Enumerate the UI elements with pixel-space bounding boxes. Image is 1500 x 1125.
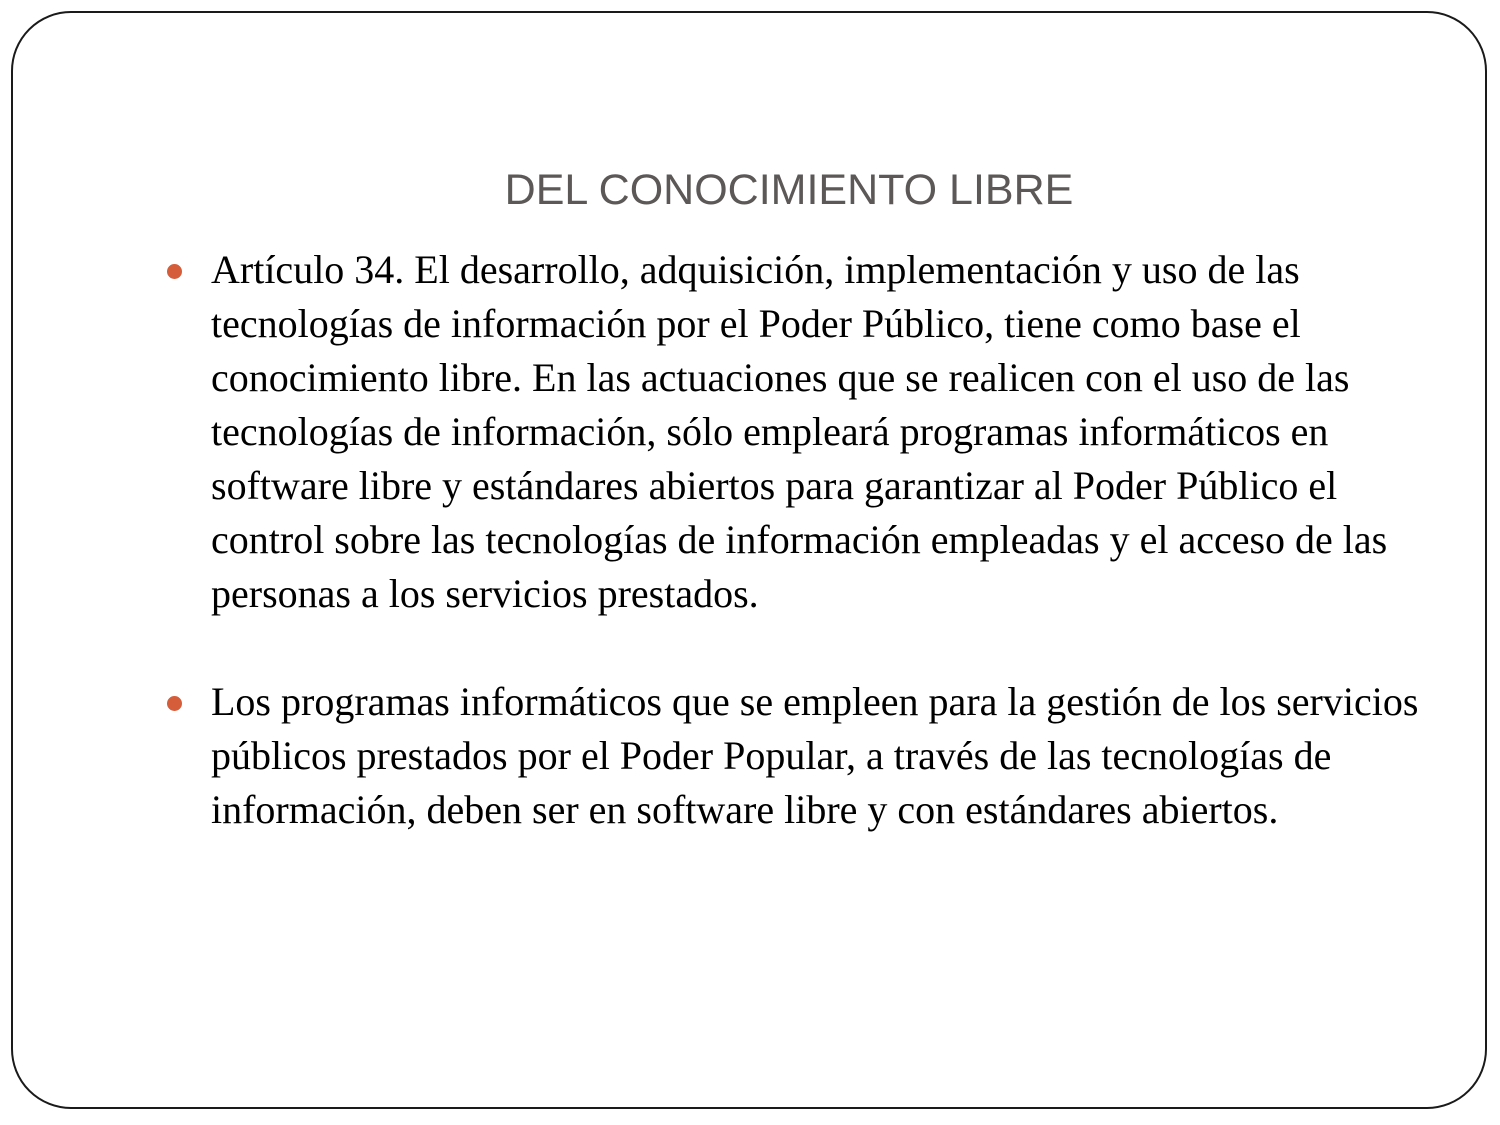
bullet-dot-icon	[167, 264, 182, 279]
bullet-text: Los programas informáticos que se empleen para la gestión de los servicios públicos prestados por el Poder Popular, a través de las tecnologías de información, deben ser en software libre y con estándares abiertos.	[211, 679, 1419, 832]
bullet-item	[211, 243, 1426, 621]
bullet-dot-icon	[167, 696, 182, 711]
slide-title: DEL CONOCIMIENTO LIBRE	[504, 166, 1074, 214]
bullet-list	[211, 243, 1426, 837]
bullet-item	[211, 675, 1426, 837]
bullet-text: Artículo 34. El desarrollo, adquisición, implementación y uso de las tecnologías de información por el Poder Público, tiene como base el conocimiento libre. En las actuaciones que se realicen con el uso de las tecnologías de información, sólo empleará programas informáticos en software libre y estándares abiertos para garantizar al Poder Público el control sobre las tecnologías de información empleadas y el acceso de las personas a los servicios prestados.	[211, 247, 1388, 616]
